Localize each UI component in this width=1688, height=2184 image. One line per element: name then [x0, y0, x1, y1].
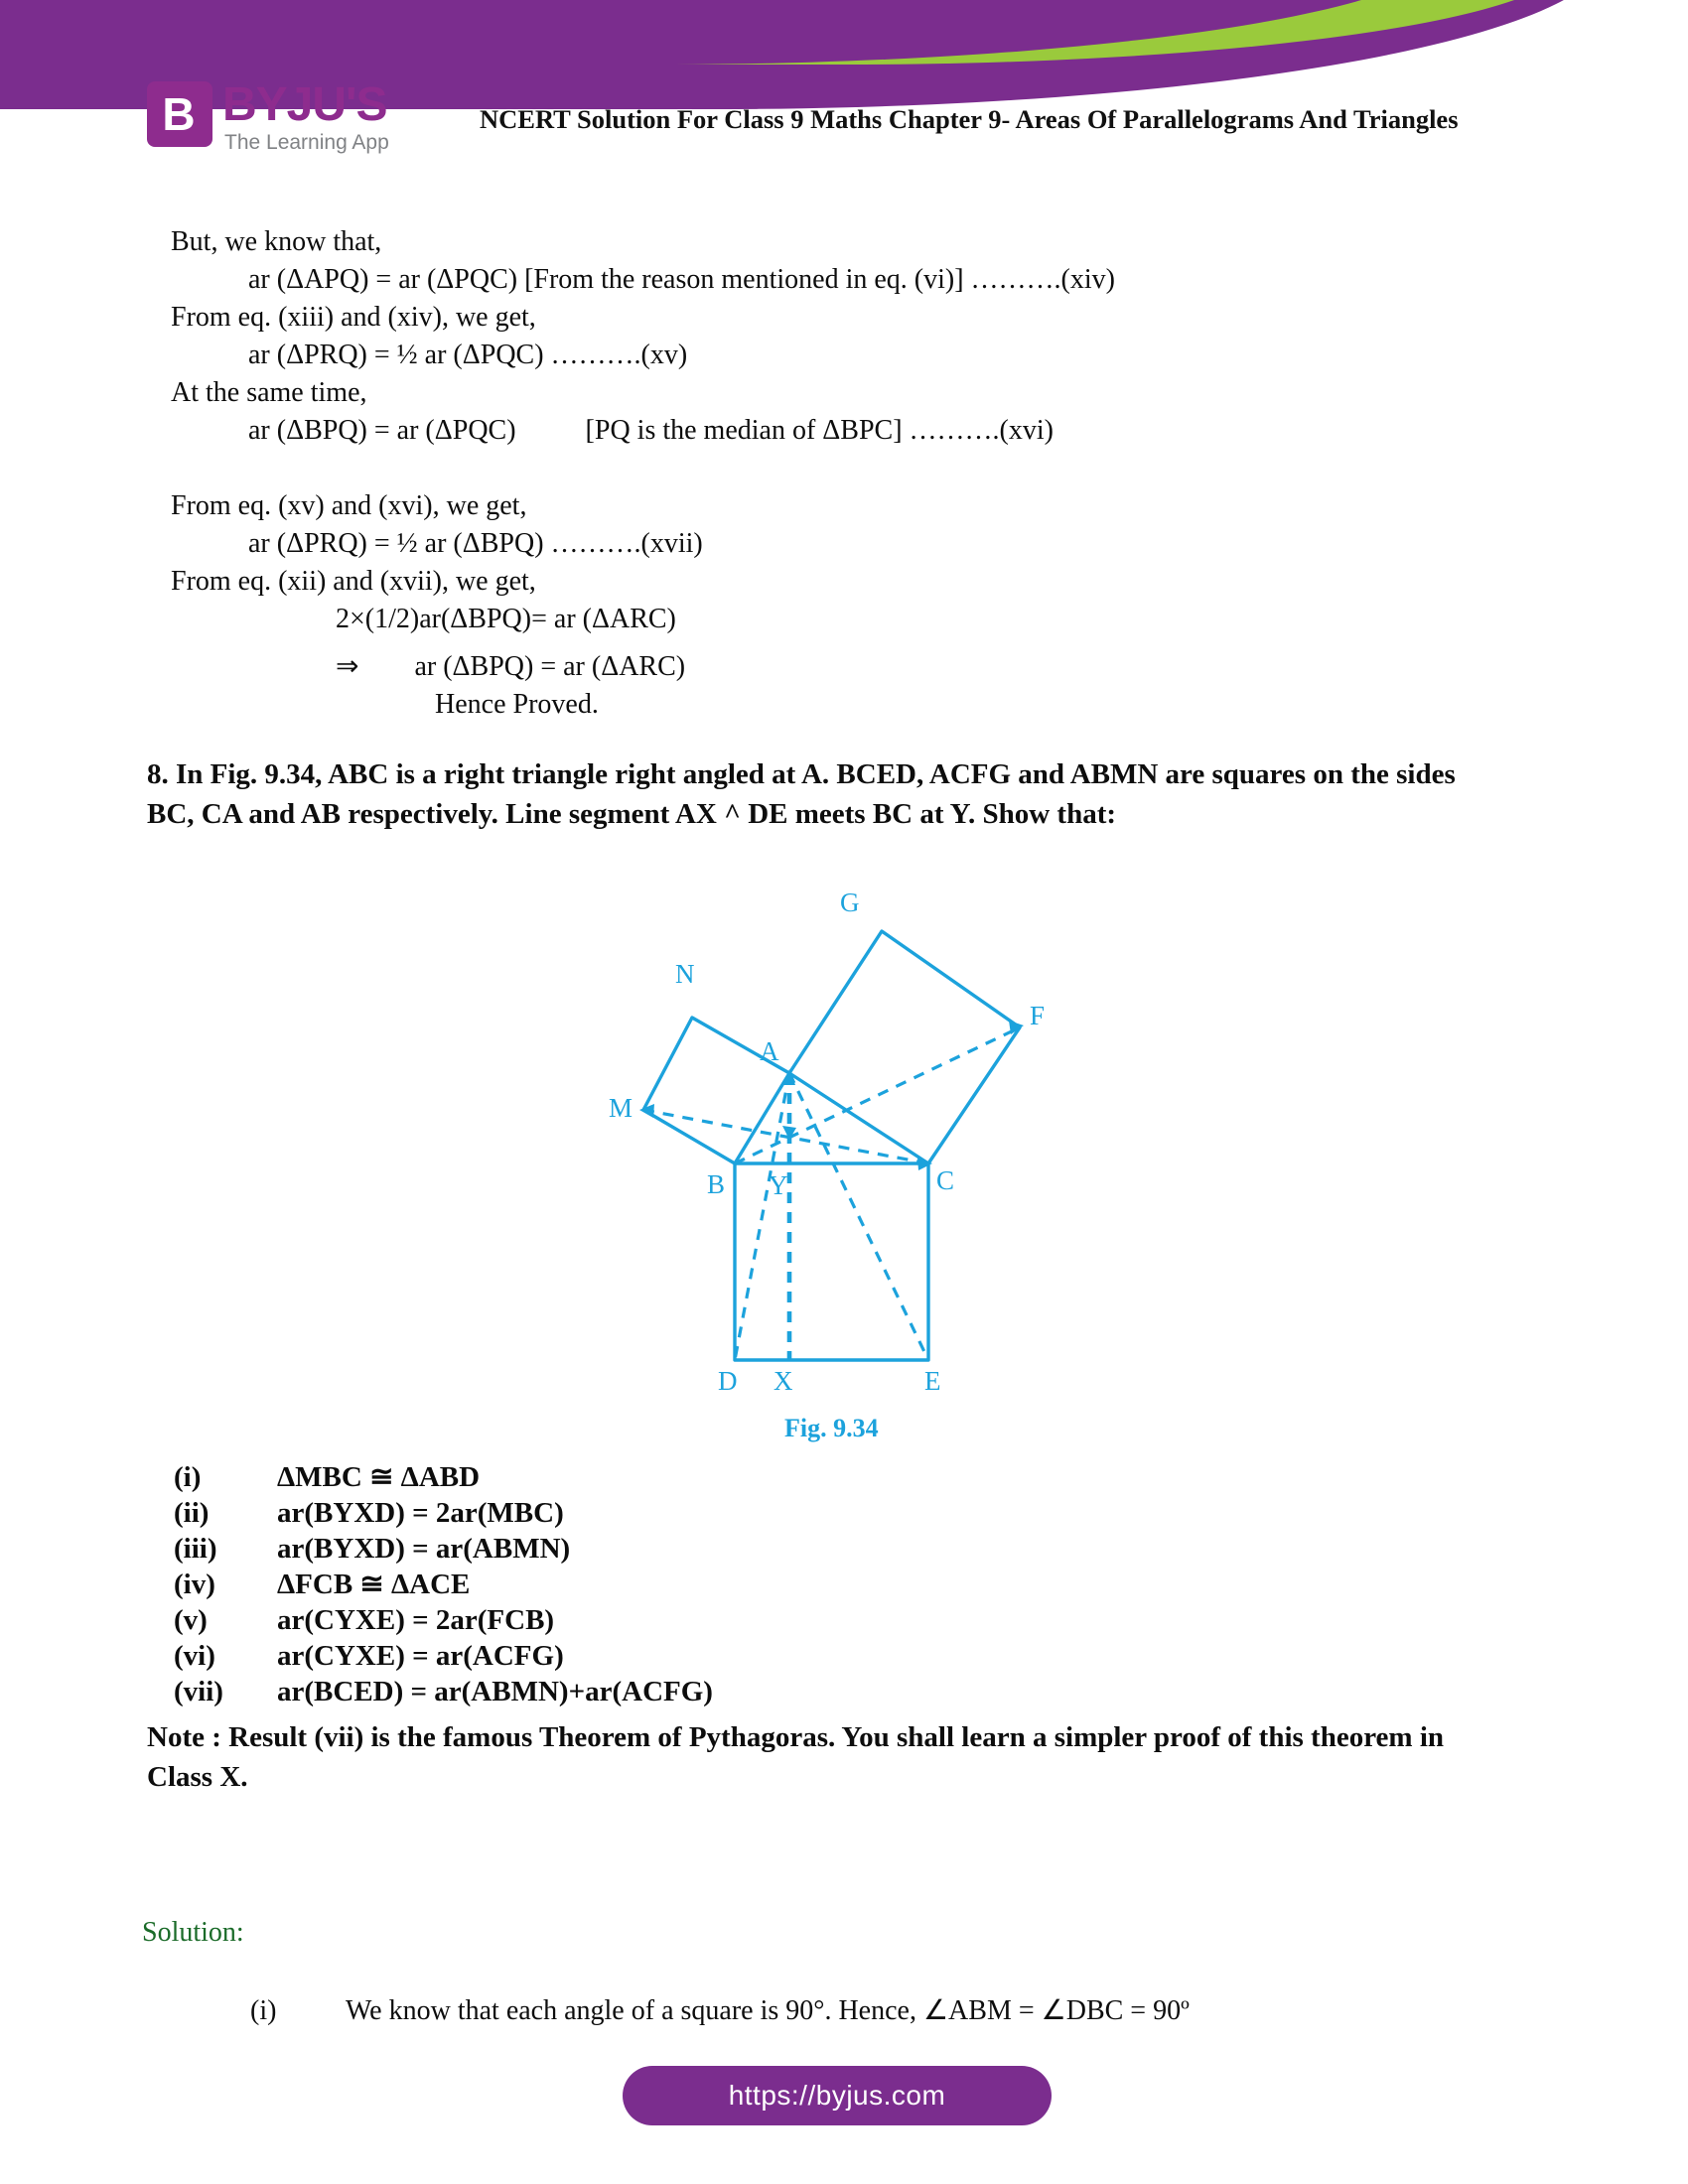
- label-C: C: [936, 1165, 955, 1195]
- byjus-tagline: The Learning App: [224, 131, 389, 154]
- pythagoras-note: Note : Result (vii) is the famous Theorem of Pythagoras. You shall learn a simpler proof of this theorem in Class X.: [147, 1721, 1445, 1793]
- figure-9-34: [556, 874, 1112, 1390]
- show-that-item-text: ar(BCED) = ar(ABMN)+ar(ACFG): [277, 1676, 713, 1707]
- label-F: F: [1030, 1001, 1046, 1030]
- byjus-url-button[interactable]: https://byjus.com: [623, 2066, 1052, 2125]
- solution-item-number: (i): [250, 1995, 277, 2026]
- proof-line-3: From eq. (xiii) and (xiv), we get,: [171, 302, 536, 333]
- proof-line-5: At the same time,: [171, 377, 367, 408]
- figure-svg: [556, 874, 1112, 1390]
- show-that-item-number: (iv): [174, 1569, 215, 1600]
- proof-line-9: From eq. (xii) and (xvii), we get,: [171, 566, 536, 597]
- proof-line-12: Hence Proved.: [435, 689, 599, 720]
- proof-line-8: ar (ΔPRQ) = ½ ar (ΔBPQ) ……….(xvii): [248, 528, 703, 559]
- square-bced: [735, 1163, 928, 1360]
- byjus-wordmark: BYJU'S: [222, 78, 387, 131]
- label-D: D: [718, 1366, 738, 1390]
- label-A: A: [760, 1036, 779, 1066]
- show-that-item-number: (iii): [174, 1533, 217, 1565]
- show-that-item: [174, 1531, 1465, 1567]
- show-that-item: [174, 1567, 1465, 1602]
- byjus-logo[interactable]: [147, 78, 445, 169]
- proof-line-4: ar (ΔPRQ) = ½ ar (ΔPQC) ……….(xv): [248, 340, 688, 370]
- label-E: E: [924, 1366, 941, 1390]
- show-that-item: [174, 1638, 1465, 1674]
- show-that-list: [174, 1459, 1465, 1709]
- question-8-text: 8. In Fig. 9.34, ABC is a right triangle right angled at A. BCED, ACFG and ABMN are squares on the sides BC, CA and AB respectively. Line segment AX ^ DE meets BC at Y. Show that:: [147, 758, 1456, 830]
- label-N: N: [675, 959, 695, 989]
- show-that-item: [174, 1674, 1465, 1709]
- show-that-item-text: ar(BYXD) = ar(ABMN): [277, 1533, 571, 1565]
- proof-line-10: 2×(1/2)ar(ΔBPQ)= ar (ΔARC): [336, 604, 676, 634]
- logo-b-letter: B: [162, 88, 196, 140]
- show-that-item: [174, 1602, 1465, 1638]
- proof-line-1: But, we know that,: [171, 226, 382, 257]
- show-that-item-number: (vi): [174, 1640, 215, 1672]
- solution-item-text: We know that each angle of a square is 90°. Hence, ∠ABM = ∠DBC = 90º: [346, 1995, 1190, 2026]
- label-M: M: [609, 1093, 633, 1123]
- show-that-item-number: (v): [174, 1604, 208, 1636]
- proof-line-2: ar (ΔAPQ) = ar (ΔPQC) [From the reason mentioned in eq. (vi)] ……….(xiv): [248, 264, 1115, 295]
- proof-line-11: ⇒ ar (ΔBPQ) = ar (ΔARC): [336, 651, 686, 682]
- show-that-item-text: ΔFCB ≅ ΔACE: [277, 1569, 471, 1600]
- label-B: B: [707, 1169, 726, 1199]
- show-that-item-text: ar(CYXE) = ar(ACFG): [277, 1640, 564, 1672]
- show-that-item: [174, 1459, 1465, 1495]
- byjus-logo-mark-icon: [147, 81, 212, 147]
- figure-arrowheads: [639, 1021, 1024, 1170]
- figure-vertex-labels: [609, 887, 1045, 1390]
- label-Y: Y: [769, 1170, 788, 1200]
- show-that-item-text: ΔMBC ≅ ΔABD: [277, 1461, 481, 1493]
- proof-line-7: From eq. (xv) and (xvi), we get,: [171, 490, 527, 521]
- square-acfg: [789, 931, 1020, 1163]
- page-title: NCERT Solution For Class 9 Maths Chapter 9- Areas Of Parallelograms And Triangles: [480, 104, 1459, 134]
- show-that-item: [174, 1495, 1465, 1531]
- solution-item-i: [236, 1961, 1190, 2028]
- show-that-item-number: (i): [174, 1461, 202, 1493]
- show-that-item-text: ar(CYXE) = 2ar(FCB): [277, 1604, 555, 1636]
- label-X: X: [774, 1366, 793, 1390]
- show-that-item-number: (vii): [174, 1676, 223, 1707]
- show-that-item-number: (ii): [174, 1497, 210, 1529]
- label-G: G: [840, 887, 860, 917]
- proof-line-6: ar (ΔBPQ) = ar (ΔPQC) [PQ is the median of ΔBPC] ……….(xvi): [248, 415, 1054, 446]
- show-that-item-text: ar(BYXD) = 2ar(MBC): [277, 1497, 564, 1529]
- solution-label: Solution:: [142, 1917, 244, 1948]
- segment-ae: [789, 1073, 928, 1360]
- figure-caption: Fig. 9.34: [784, 1414, 879, 1442]
